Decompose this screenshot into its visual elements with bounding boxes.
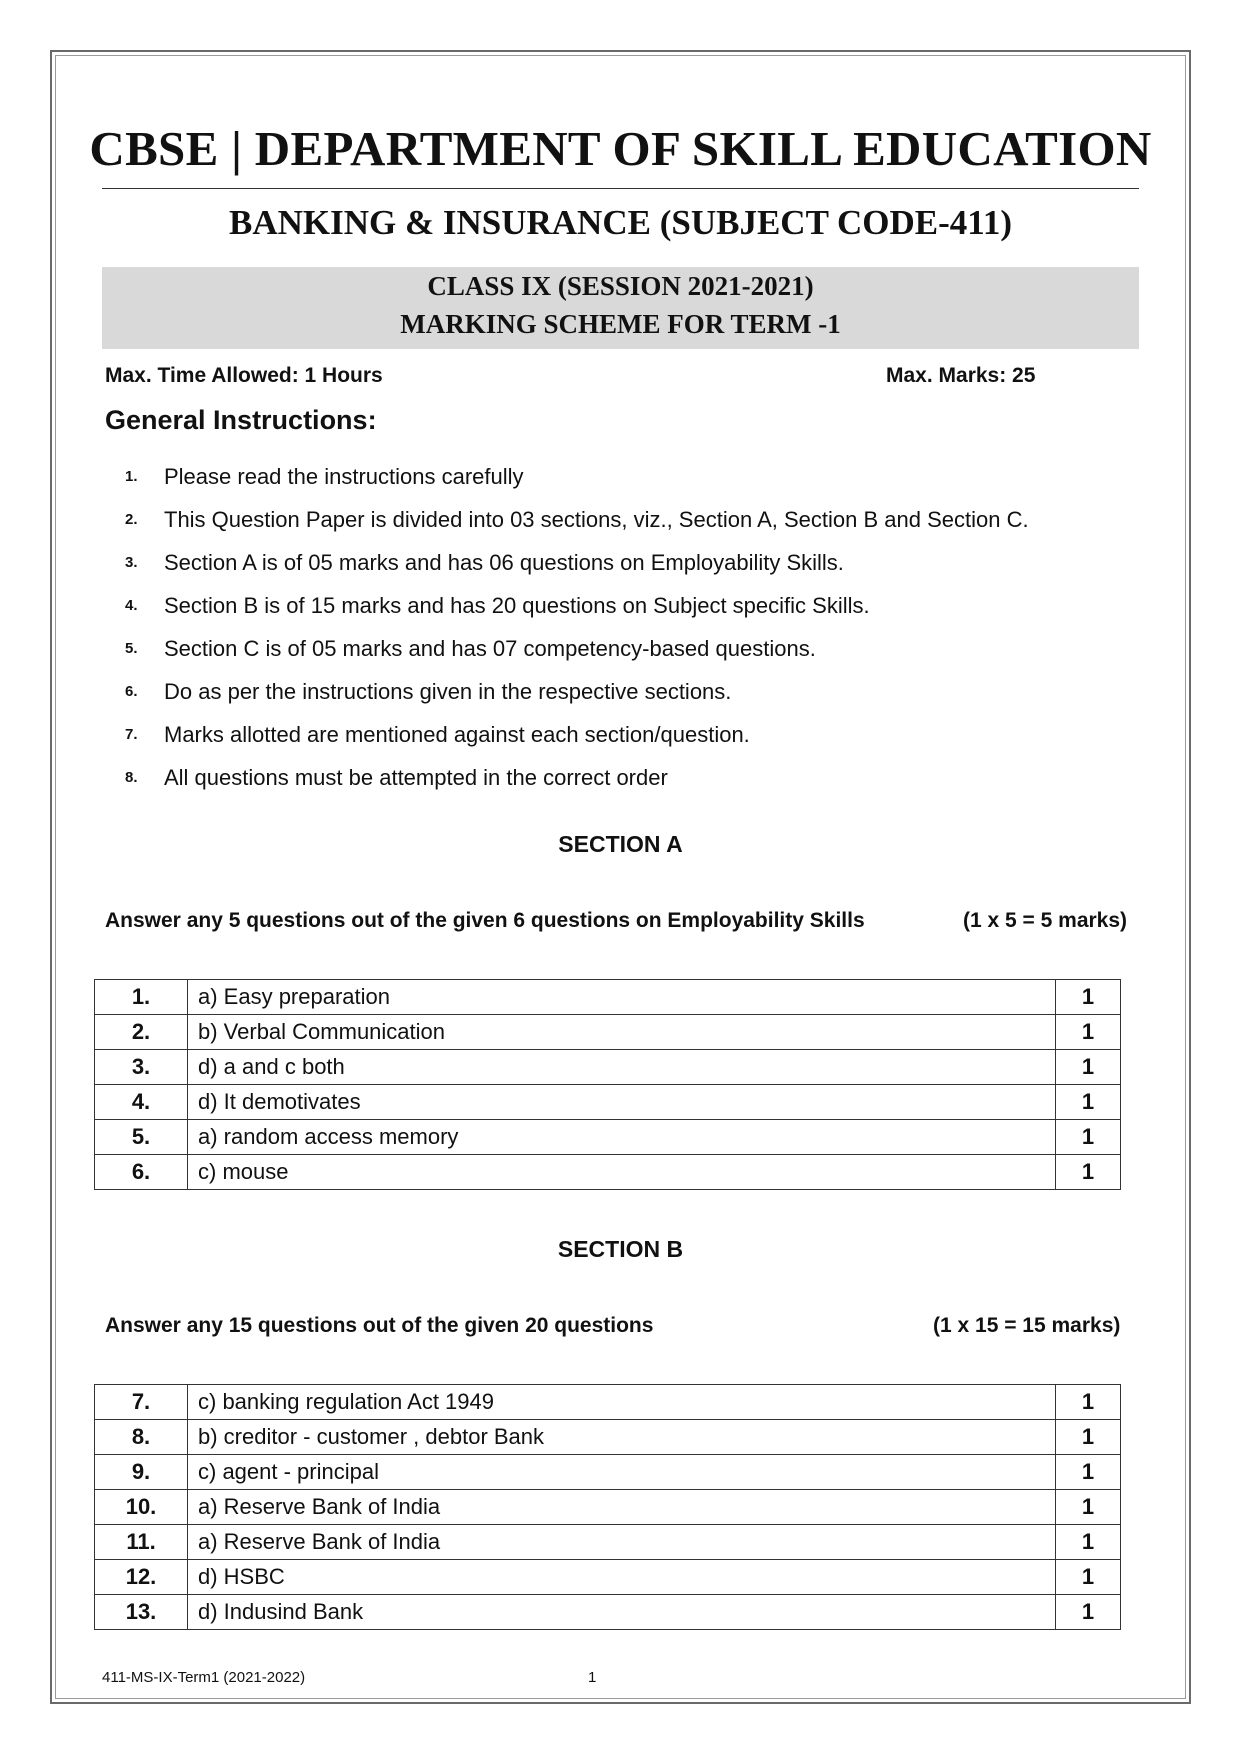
item-text: Section C is of 05 marks and has 07 competency-based questions. xyxy=(164,635,816,661)
mark: 1 xyxy=(1056,1120,1121,1155)
answer: d) a and c both xyxy=(188,1050,1056,1085)
section-a-instruction: Answer any 5 questions out of the given 6 questions on Employability Skills xyxy=(105,909,865,932)
item-text: All questions must be attempted in the correct order xyxy=(164,764,668,790)
mark: 1 xyxy=(1056,1385,1121,1420)
section-a-table xyxy=(94,979,1121,1190)
mark: 1 xyxy=(1056,980,1121,1015)
table-row xyxy=(95,1015,1121,1050)
answer: c) agent - principal xyxy=(188,1455,1056,1490)
answer: a) random access memory xyxy=(188,1120,1056,1155)
mark: 1 xyxy=(1056,1155,1121,1190)
answer: b) Verbal Communication xyxy=(188,1015,1056,1050)
list-item xyxy=(125,756,1029,799)
item-text: This Question Paper is divided into 03 sections, viz., Section A, Section B and Section C. xyxy=(164,506,1029,532)
question-number: 4. xyxy=(95,1085,188,1120)
mark: 1 xyxy=(1056,1420,1121,1455)
item-number: 3. xyxy=(125,554,138,571)
table-row xyxy=(95,1155,1121,1190)
table-row xyxy=(95,1085,1121,1120)
class-line: CLASS IX (SESSION 2021-2021) xyxy=(427,271,814,301)
mark: 1 xyxy=(1056,1490,1121,1525)
section-b-marks: (1 x 15 = 15 marks) xyxy=(933,1314,1121,1337)
item-text: Do as per the instructions given in the respective sections. xyxy=(164,678,732,704)
mark: 1 xyxy=(1056,1595,1121,1630)
question-number: 5. xyxy=(95,1120,188,1155)
answer: a) Reserve Bank of India xyxy=(188,1525,1056,1560)
question-number: 8. xyxy=(95,1420,188,1455)
answer: b) creditor - customer , debtor Bank xyxy=(188,1420,1056,1455)
section-a-heading: SECTION A xyxy=(558,831,683,857)
item-number: 1. xyxy=(125,468,138,485)
subject-title: BANKING & INSURANCE (SUBJECT CODE-411) xyxy=(228,203,1013,242)
table-row xyxy=(95,1385,1121,1420)
answer: c) banking regulation Act 1949 xyxy=(188,1385,1056,1420)
list-item xyxy=(125,670,1029,713)
table-row xyxy=(95,980,1121,1015)
item-number: 8. xyxy=(125,769,138,786)
item-text: Marks allotted are mentioned against each section/question. xyxy=(164,721,750,747)
document-title: CBSE | DEPARTMENT OF SKILL EDUCATION xyxy=(89,121,1152,176)
section-a-marks: (1 x 5 = 5 marks) xyxy=(963,909,1128,932)
list-item xyxy=(125,541,1029,584)
section-b-heading: SECTION B xyxy=(557,1236,684,1262)
answer: d) Indusind Bank xyxy=(188,1595,1056,1630)
question-number: 11. xyxy=(95,1525,188,1560)
list-item xyxy=(125,498,1029,541)
question-number: 9. xyxy=(95,1455,188,1490)
max-marks: Max. Marks: 25 xyxy=(886,364,1036,387)
item-number: 2. xyxy=(125,511,138,528)
title-divider xyxy=(102,188,1139,189)
section-b-table xyxy=(94,1384,1121,1630)
mark: 1 xyxy=(1056,1085,1121,1120)
item-number: 7. xyxy=(125,726,138,743)
mark: 1 xyxy=(1056,1560,1121,1595)
class-band xyxy=(102,267,1139,349)
list-item xyxy=(125,455,1029,498)
table-row xyxy=(95,1050,1121,1085)
table-row xyxy=(95,1525,1121,1560)
footer-code: 411-MS-IX-Term1 (2021-2022) xyxy=(102,1669,306,1686)
mark: 1 xyxy=(1056,1525,1121,1560)
answer: a) Easy preparation xyxy=(188,980,1056,1015)
item-number: 5. xyxy=(125,640,138,657)
question-number: 13. xyxy=(95,1595,188,1630)
question-number: 3. xyxy=(95,1050,188,1085)
list-item xyxy=(125,713,1029,756)
item-text: Section A is of 05 marks and has 06 questions on Employability Skills. xyxy=(164,549,844,575)
page-number: 1 xyxy=(588,1669,597,1686)
item-text: Please read the instructions carefully xyxy=(164,463,524,489)
general-instructions-heading: General Instructions: xyxy=(105,405,377,435)
item-text: Section B is of 15 marks and has 20 questions on Subject specific Skills. xyxy=(164,592,870,618)
list-item xyxy=(125,584,1029,627)
question-number: 2. xyxy=(95,1015,188,1050)
scheme-line: MARKING SCHEME FOR TERM -1 xyxy=(400,309,841,339)
item-number: 6. xyxy=(125,683,138,700)
question-number: 6. xyxy=(95,1155,188,1190)
table-row xyxy=(95,1455,1121,1490)
answer: a) Reserve Bank of India xyxy=(188,1490,1056,1525)
mark: 1 xyxy=(1056,1050,1121,1085)
mark: 1 xyxy=(1056,1455,1121,1490)
section-b-instruction: Answer any 15 questions out of the given 20 questions xyxy=(105,1314,654,1337)
question-number: 1. xyxy=(95,980,188,1015)
instructions-list xyxy=(125,455,1029,799)
table-row xyxy=(95,1490,1121,1525)
table-row xyxy=(95,1560,1121,1595)
question-number: 7. xyxy=(95,1385,188,1420)
table-row xyxy=(95,1420,1121,1455)
answer: d) HSBC xyxy=(188,1560,1056,1595)
list-item xyxy=(125,627,1029,670)
answer: d) It demotivates xyxy=(188,1085,1056,1120)
mark: 1 xyxy=(1056,1015,1121,1050)
question-number: 12. xyxy=(95,1560,188,1595)
item-number: 4. xyxy=(125,597,138,614)
answer: c) mouse xyxy=(188,1155,1056,1190)
question-number: 10. xyxy=(95,1490,188,1525)
table-row xyxy=(95,1595,1121,1630)
max-time: Max. Time Allowed: 1 Hours xyxy=(105,364,383,387)
table-row xyxy=(95,1120,1121,1155)
